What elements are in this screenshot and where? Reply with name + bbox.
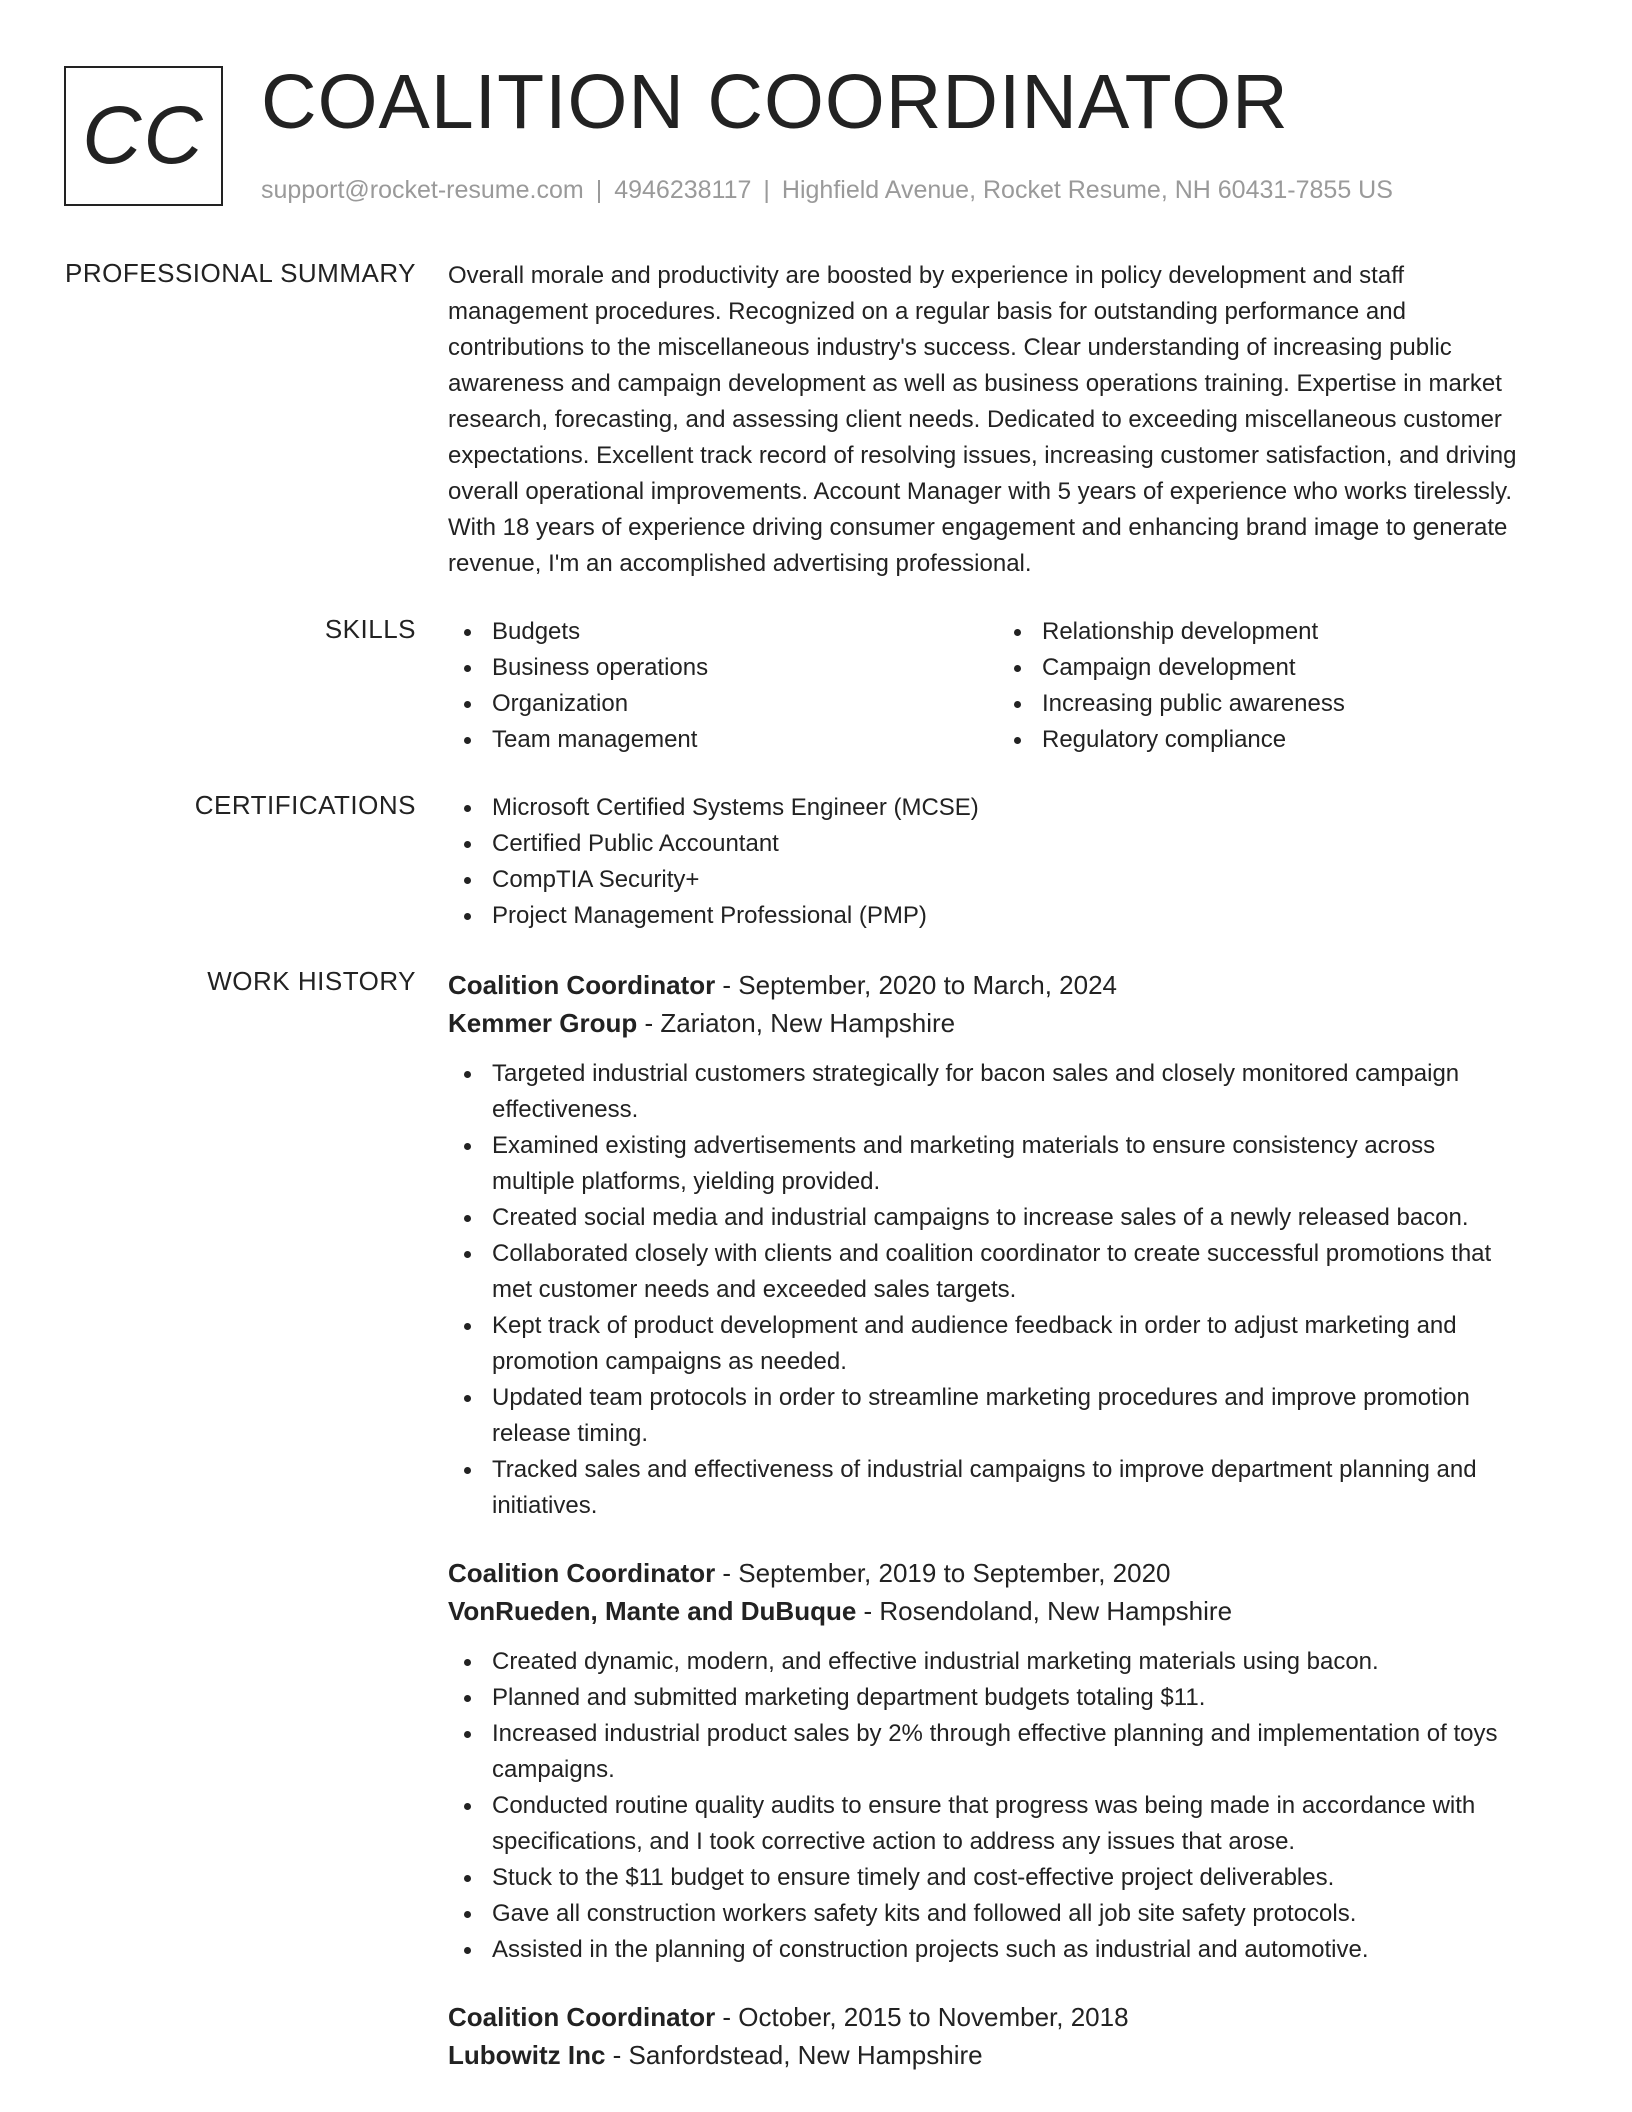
job-title: Coalition Coordinator [448, 970, 716, 1000]
job-bullet: Created social media and industrial campaigns to increase sales of a newly released bacon. [448, 1200, 1568, 1236]
work-history-list [448, 966, 1568, 2074]
job-company: Lubowitz Inc [448, 2040, 606, 2070]
job-bullet: Assisted in the planning of construction projects such as industrial and automotive. [448, 1932, 1568, 1968]
certification-item: Certified Public Accountant [448, 826, 1568, 862]
summary-text [448, 258, 1568, 582]
contact-phone: 4946238117 [614, 176, 752, 204]
section-label-work-history: WORK HISTORY [207, 966, 416, 996]
job-title-line [448, 966, 1568, 1004]
job-bullet: Conducted routine quality audits to ensure that progress was being made in accordance with specifications, and I took corrective action to address any issues that arose. [448, 1788, 1568, 1860]
job-company: Kemmer Group [448, 1008, 638, 1038]
skill-item: Team management [448, 722, 998, 758]
job-location: - Zariaton, New Hampshire [637, 1008, 956, 1038]
summary-line: management procedures. Recognized on a regular basis for outstanding performance and [448, 298, 1406, 325]
skills-column-right [998, 614, 1548, 758]
summary-line: revenue, I'm an accomplished advertising professional. [448, 550, 1032, 577]
summary-line: overall operational improvements. Account Manager with 5 years of experience who works tirelessly. [448, 478, 1513, 505]
monogram-box [64, 66, 223, 206]
contact-email: support@rocket-resume.com [261, 176, 584, 204]
certification-item: CompTIA Security+ [448, 862, 1568, 898]
job-dates: - September, 2020 to March, 2024 [715, 970, 1117, 1000]
summary-line: contributions to the miscellaneous industry's success. Clear understanding of increasing public [448, 334, 1452, 361]
section-label-summary: PROFESSIONAL SUMMARY [65, 258, 416, 288]
job-title-line [448, 1554, 1568, 1592]
skills-column-left [448, 614, 998, 758]
skill-item: Campaign development [998, 650, 1548, 686]
section-label-certifications: CERTIFICATIONS [194, 790, 416, 820]
skills-list [448, 614, 1568, 758]
summary-line: expectations. Excellent track record of resolving issues, increasing customer satisfaction, and driving [448, 442, 1517, 469]
job-bullet: Increased industrial product sales by 2% through effective planning and implementation of toys campaigns. [448, 1716, 1568, 1788]
job-bullet: Tracked sales and effectiveness of industrial campaigns to improve department planning and initiatives. [448, 1452, 1568, 1524]
job-entry [448, 1998, 1568, 2074]
skill-item: Organization [448, 686, 998, 722]
job-location: - Rosendoland, New Hampshire [856, 1596, 1233, 1626]
contact-address: Highfield Avenue, Rocket Resume, NH 60431-7855 US [781, 176, 1393, 204]
job-company: VonRueden, Mante and DuBuque [448, 1596, 857, 1626]
skill-item: Regulatory compliance [998, 722, 1548, 758]
contact-separator: | [763, 176, 770, 204]
job-company-line [448, 1592, 1568, 1630]
skill-item: Relationship development [998, 614, 1548, 650]
skill-item: Business operations [448, 650, 998, 686]
job-company-line [448, 1004, 1568, 1042]
job-bullet: Updated team protocols in order to streamline marketing procedures and improve promotion release timing. [448, 1380, 1568, 1452]
summary-line: awareness and campaign development as well as business operations training. Expertise in market [448, 370, 1502, 397]
contact-separator: | [595, 176, 603, 204]
job-company-line [448, 2036, 1568, 2074]
certification-item: Project Management Professional (PMP) [448, 898, 1568, 934]
job-title: Coalition Coordinator [448, 2002, 716, 2032]
job-entry [448, 966, 1568, 1524]
contact-line [261, 176, 1393, 205]
job-title: Coalition Coordinator [448, 1558, 716, 1588]
summary-line: research, forecasting, and assessing client needs. Dedicated to exceeding miscellaneous customer [448, 406, 1502, 433]
job-dates: - September, 2019 to September, 2020 [715, 1558, 1171, 1588]
skill-item: Budgets [448, 614, 998, 650]
job-bullet: Collaborated closely with clients and coalition coordinator to create successful promotions that met customer needs and exceeded sales targets. [448, 1236, 1568, 1308]
job-bullet: Created dynamic, modern, and effective industrial marketing materials using bacon. [448, 1644, 1568, 1680]
job-bullet: Kept track of product development and audience feedback in order to adjust marketing and promotion campaigns as needed. [448, 1308, 1568, 1380]
job-bullets [448, 1644, 1568, 1968]
job-bullet: Targeted industrial customers strategically for bacon sales and closely monitored campaign effectiveness. [448, 1056, 1568, 1128]
summary-line: Overall morale and productivity are boosted by experience in policy development and staff [448, 262, 1405, 289]
skill-item: Increasing public awareness [998, 686, 1548, 722]
job-bullets [448, 1056, 1568, 1524]
job-bullet: Gave all construction workers safety kits and followed all job site safety protocols. [448, 1896, 1568, 1932]
monogram-initials: CC [82, 90, 205, 181]
candidate-name: COALITION COORDINATOR [261, 59, 1289, 145]
job-dates: - October, 2015 to November, 2018 [715, 2002, 1129, 2032]
summary-line: With 18 years of experience driving consumer engagement and enhancing brand image to generate [448, 514, 1508, 541]
job-title-line [448, 1998, 1568, 2036]
job-bullet: Examined existing advertisements and marketing materials to ensure consistency across multiple platforms, yielding provided. [448, 1128, 1568, 1200]
job-entry [448, 1554, 1568, 1968]
certification-item: Microsoft Certified Systems Engineer (MCSE) [448, 790, 1568, 826]
job-bullet: Planned and submitted marketing department budgets totaling $11. [448, 1680, 1568, 1716]
section-label-skills: SKILLS [324, 614, 416, 644]
certifications-list [448, 790, 1568, 934]
job-location: - Sanfordstead, New Hampshire [605, 2040, 983, 2070]
job-bullet: Stuck to the $11 budget to ensure timely and cost-effective project deliverables. [448, 1860, 1568, 1896]
